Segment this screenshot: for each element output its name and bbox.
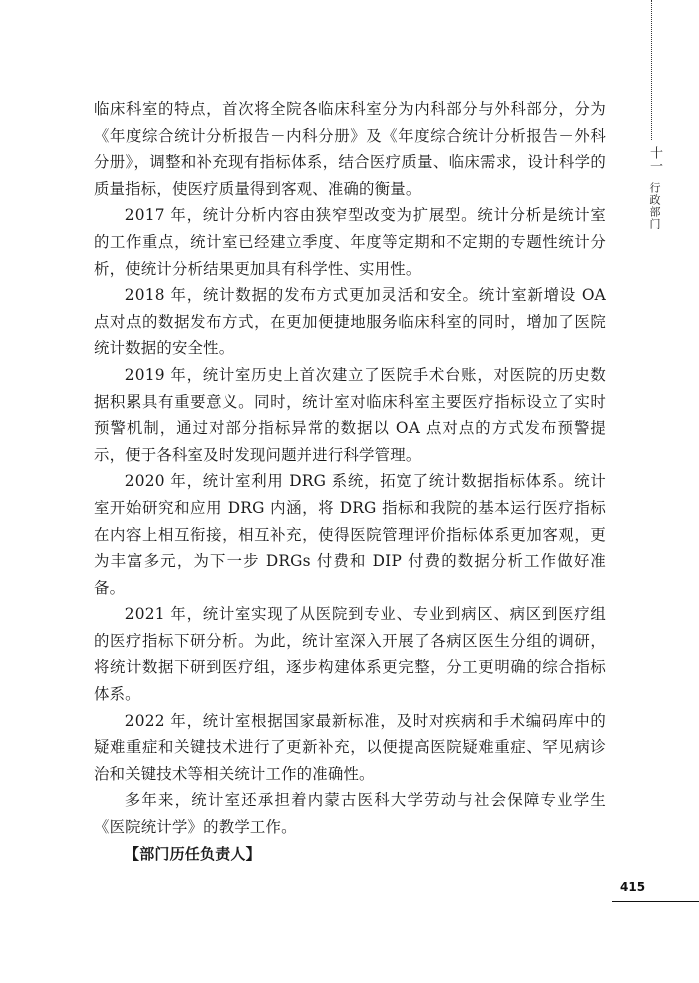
page-number-rule: [612, 901, 699, 902]
paragraph: 2019 年，统计室历史上首次建立了医院手术台账，对医院的历史数据积累具有重要意义。同时，统计室对临床科室主要医疗指标设立了实时预警机制，通过对部分指标异常的数据以 OA 点对点的方式发布预警提示，便于各科室及时发现问题并进行科学管理。: [94, 365, 606, 464]
page-number: 415: [620, 880, 646, 894]
chapter-title: 行政部门: [648, 182, 661, 230]
paragraph: 多年来，统计室还承担着内蒙古医科大学劳动与社会保障专业学生《医院统计学》的教学工作。: [94, 791, 606, 837]
side-dotted-rule: [651, 0, 652, 140]
paragraph: 2017 年，统计分析内容由狭窄型改变为扩展型。统计分析是统计室的工作重点，统计室已经建立季度、年度等定期和不定期的专题性统计分析，使统计分析结果更加具有科学性、实用性。: [94, 206, 606, 278]
paragraph: 2020 年，统计室利用 DRG 系统，拓宽了统计数据指标体系。统计室开始研究和应用 DRG 内涵，将 DRG 指标和我院的基本运行医疗指标在内容上相互衔接，相互补充，使得医院管理评价指标体系更加客观，更为丰富多元，为下一步 DRGs 付费和 DIP 付费的数据分析工作做好准备。: [94, 472, 606, 597]
section-heading: 【部门历任负责人】: [124, 844, 261, 863]
body-text: [94, 96, 606, 867]
chapter-number: 十一: [647, 146, 662, 172]
paragraph: 2021 年，统计室实现了从医院到专业、专业到病区、病区到医疗组的医疗指标下研分析。为此，统计室深入开展了各病区医生分组的调研，将统计数据下研到医疗组，逐步构建体系更完整，分工更明确的综合指标体系。: [94, 605, 606, 704]
paragraph: 临床科室的特点，首次将全院各临床科室分为内科部分与外科部分，分为《年度综合统计分析报告－内科分册》及《年度综合统计分析报告－外科分册》，调整和补充现有指标体系，结合医疗质量、临床需求，设计科学的质量指标，使医疗质量得到客观、准确的衡量。: [94, 100, 606, 198]
paragraph: 2022 年，统计室根据国家最新标准，及时对疾病和手术编码库中的疑难重症和关键技术进行了更新补充，以便提高医院疑难重症、罕见病诊治和关键技术等相关统计工作的准确性。: [94, 711, 606, 783]
paragraph: 2018 年，统计数据的发布方式更加灵活和安全。统计室新增设 OA 点对点的数据发布方式，在更加便捷地服务临床科室的同时，增加了医院统计数据的安全性。: [94, 286, 606, 358]
